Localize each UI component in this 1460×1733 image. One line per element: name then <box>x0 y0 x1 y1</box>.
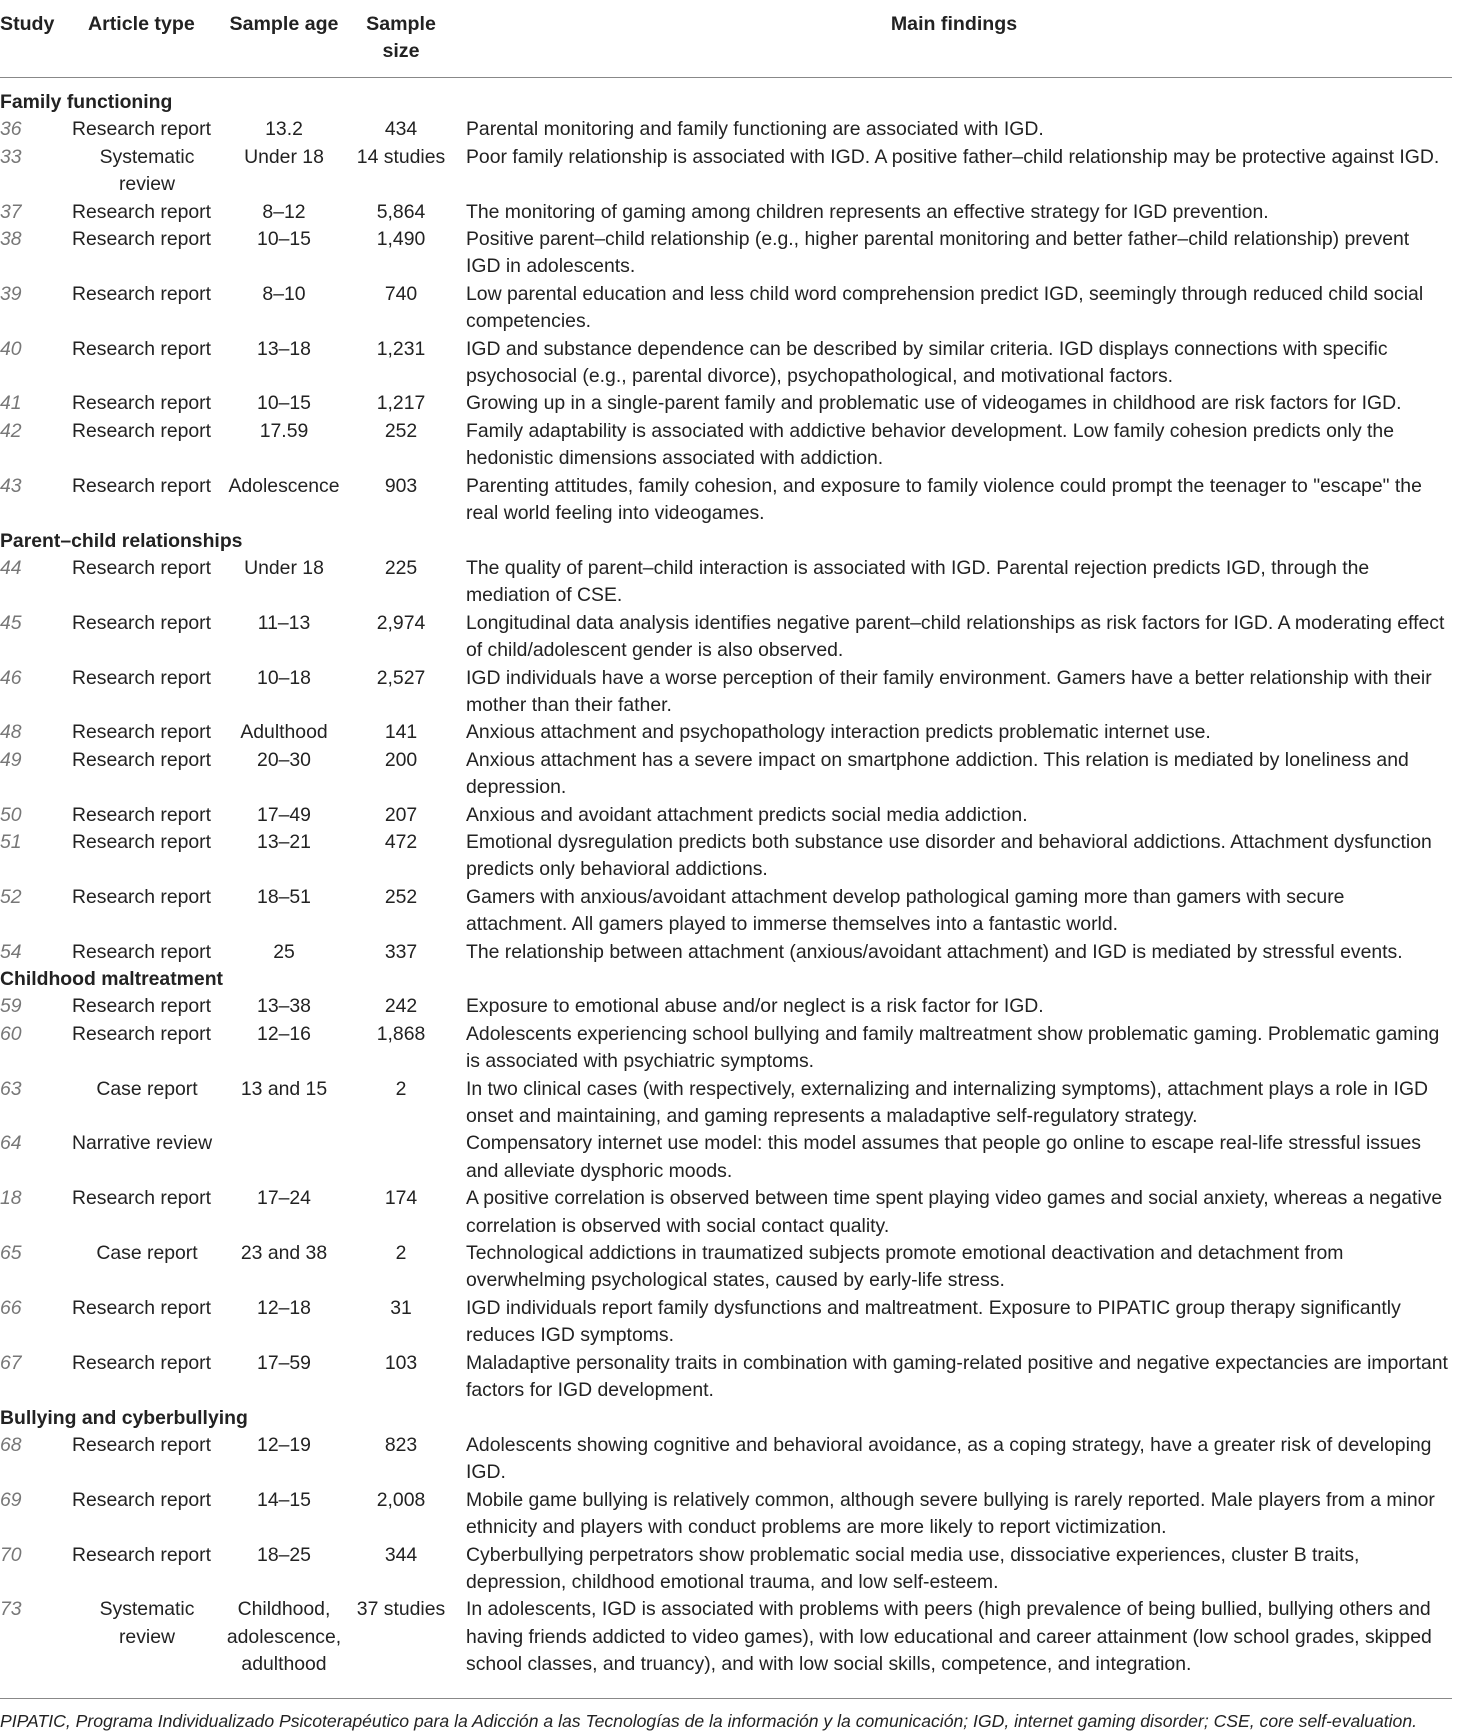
article-type: Research report <box>72 803 212 826</box>
study-ref: 36 <box>0 118 22 141</box>
article-type: Research report <box>72 200 212 223</box>
section-title: Bullying and cyberbullying <box>0 1406 248 1429</box>
sample-size: 472 <box>384 830 418 853</box>
study-ref: 44 <box>0 556 22 579</box>
sample-age: 18–51 <box>257 885 311 908</box>
table-row <box>0 281 1452 336</box>
study-ref: 49 <box>0 748 22 771</box>
table-row <box>0 199 1452 226</box>
article-type: Case report <box>96 1242 198 1265</box>
table-row <box>0 1596 1452 1678</box>
sample-size: 1,868 <box>376 1022 426 1045</box>
study-ref: 65 <box>0 1242 22 1265</box>
article-type: Systematic review <box>99 1598 195 1648</box>
table-row <box>0 610 1452 665</box>
header-article-type: Article type <box>88 13 195 35</box>
sample-size <box>346 1130 456 1185</box>
section-row <box>0 528 1452 555</box>
main-findings: Poor family relationship is associated with IGD. A positive father–child relationship may be protective against IGD. <box>466 145 1440 168</box>
sample-size: 1,231 <box>376 337 426 360</box>
sample-age: Adulthood <box>240 721 328 744</box>
main-findings: Exposure to emotional abuse and/or neglect is a risk factor for IGD. <box>466 995 1044 1018</box>
table-row <box>0 555 1452 610</box>
header-main-findings: Main findings <box>890 13 1018 35</box>
sample-age: 17.59 <box>259 419 309 442</box>
study-ref: 39 <box>0 282 22 305</box>
sample-age: 13–18 <box>257 337 311 360</box>
article-type: Research report <box>72 474 212 497</box>
article-type: Research report <box>72 1187 212 1210</box>
sample-size: 2,008 <box>376 1488 426 1511</box>
study-ref: 45 <box>0 611 22 634</box>
sample-age: 12–19 <box>257 1433 311 1456</box>
main-findings: The monitoring of gaming among children represents an effective strategy for IGD prevention. <box>466 200 1269 223</box>
study-ref: 46 <box>0 666 22 689</box>
article-type: Case report <box>96 1077 198 1100</box>
sample-size: 31 <box>390 1296 412 1319</box>
sample-size: 252 <box>384 885 418 908</box>
article-type: Research report <box>72 748 212 771</box>
main-findings: Longitudinal data analysis identifies negative parent–child relationships as risk factors for IGD. A moderating effect of child/adolescent gender is also observed. <box>466 611 1445 662</box>
study-ref: 59 <box>0 995 22 1018</box>
sample-age: Childhood, adolescence, adulthood <box>226 1598 342 1676</box>
sample-age: 25 <box>273 940 295 963</box>
main-findings: Anxious attachment and psychopathology interaction predicts problematic internet use. <box>466 721 1211 744</box>
article-type: Systematic review <box>99 145 195 196</box>
sample-size: 2,527 <box>376 666 426 689</box>
study-ref: 52 <box>0 885 22 908</box>
main-findings: Parental monitoring and family functioning are associated with IGD. <box>466 118 1044 141</box>
sample-size: 337 <box>384 940 418 963</box>
study-ref: 42 <box>0 419 22 442</box>
main-findings: Positive parent–child relationship (e.g., higher parental monitoring and better father–child relationship) prevent IGD in adolescents. <box>466 228 1410 278</box>
main-findings: The quality of parent–child interaction is associated with IGD. Parental rejection predicts IGD, through the mediation of CSE. <box>466 556 1370 607</box>
main-findings: Low parental education and less child word comprehension predict IGD, seemingly through reduced child social competencies. <box>466 282 1424 333</box>
article-type: Research report <box>72 1433 212 1456</box>
sample-size: 823 <box>384 1433 418 1456</box>
table-row <box>0 993 1452 1020</box>
table-row <box>0 719 1452 746</box>
table-row <box>0 1487 1452 1542</box>
study-ref: 68 <box>0 1433 22 1456</box>
article-type: Research report <box>72 1022 212 1045</box>
article-type: Research report <box>72 666 212 689</box>
article-type: Research report <box>72 995 212 1018</box>
section-row <box>0 966 1452 993</box>
study-ref: 43 <box>0 474 22 497</box>
sample-age <box>222 1130 346 1185</box>
study-ref: 38 <box>0 228 22 251</box>
article-type: Research report <box>72 721 212 744</box>
sample-size: 434 <box>384 118 418 141</box>
main-findings: Emotional dysregulation predicts both substance use disorder and behavioral addictions. Attachment dysfunction predicts only behavioral addictions. <box>466 830 1432 881</box>
article-type: Research report <box>72 1296 212 1319</box>
table-row <box>0 884 1452 939</box>
sample-size: 174 <box>384 1187 418 1210</box>
article-type: Research report <box>72 830 212 853</box>
study-ref: 33 <box>0 145 22 168</box>
article-type: Research report <box>72 337 212 360</box>
article-type: Research report <box>72 885 212 908</box>
table-row <box>0 802 1452 829</box>
table-row <box>0 1240 1452 1295</box>
sample-age: Under 18 <box>244 556 324 579</box>
sample-age: 12–16 <box>257 1022 311 1045</box>
sample-size: 207 <box>384 803 418 826</box>
header-sample-size: Sample size <box>366 13 436 62</box>
study-ref: 54 <box>0 940 22 963</box>
sample-age: 14–15 <box>257 1488 311 1511</box>
sample-age: 18–25 <box>257 1543 311 1566</box>
sample-age: 10–18 <box>257 666 311 689</box>
main-findings: Maladaptive personality traits in combination with gaming-related positive and negative expectancies are important factors for IGD development. <box>466 1351 1448 1402</box>
table-header <box>0 0 1452 78</box>
article-type: Research report <box>72 282 212 305</box>
article-type: Research report <box>72 556 212 579</box>
study-ref: 69 <box>0 1488 22 1511</box>
study-ref: 50 <box>0 803 22 826</box>
sample-size: 2,974 <box>376 611 426 634</box>
table-row <box>0 1350 1452 1405</box>
study-ref: 41 <box>0 392 22 415</box>
study-ref: 40 <box>0 337 22 360</box>
main-findings: Technological addictions in traumatized subjects promote emotional deactivation and detachment from overwhelming psychological states, caused by early-life stress. <box>466 1242 1344 1292</box>
sample-size: 2 <box>395 1242 407 1265</box>
sample-age: 11–13 <box>257 611 311 634</box>
sample-age: 13–38 <box>257 995 311 1018</box>
study-ref: 37 <box>0 200 22 223</box>
main-findings: Adolescents experiencing school bullying and family maltreatment show problematic gaming. Problematic gaming is associated with psychiatric symptoms. <box>466 1022 1440 1073</box>
sample-size: 200 <box>384 748 418 771</box>
sample-age: 17–24 <box>257 1187 311 1210</box>
article-type: Research report <box>72 228 212 251</box>
study-ref: 66 <box>0 1296 22 1319</box>
main-findings: Gamers with anxious/avoidant attachment develop pathological gaming more than gamers with secure attachment. All gamers played to immerse themselves into a fantastic world. <box>466 885 1345 936</box>
table-footnote: PIPATIC, Programa Individualizado Psicoterapéutico para la Adicción a las Tecnologías de la información y la comunicación; IGD, internet gaming disorder; CSE, core self-evaluation. <box>0 1698 1452 1733</box>
study-ref: 70 <box>0 1543 22 1566</box>
table-row <box>0 1021 1452 1076</box>
table-row <box>0 1432 1452 1487</box>
sample-size: 141 <box>384 721 418 744</box>
section-row <box>0 1405 1452 1432</box>
sample-age: 12–18 <box>257 1296 311 1319</box>
header-row <box>0 0 1452 78</box>
main-findings: Family adaptability is associated with addictive behavior development. Low family cohesion predicts only the hedonistic dimensions associated with addiction. <box>466 419 1394 470</box>
article-type: Research report <box>72 392 212 415</box>
sample-size: 225 <box>384 556 418 579</box>
sample-size: 5,864 <box>376 200 426 223</box>
table-row <box>0 418 1452 473</box>
main-findings: Cyberbullying perpetrators show problematic social media use, dissociative experiences, cluster B traits, depression, childhood emotional trauma, and low self-esteem. <box>466 1543 1360 1593</box>
study-ref: 63 <box>0 1077 22 1100</box>
table-row <box>0 336 1452 391</box>
study-ref: 64 <box>0 1132 22 1155</box>
main-findings: The relationship between attachment (anxious/avoidant attachment) and IGD is mediated by stressful events. <box>466 940 1403 963</box>
table-row <box>0 1295 1452 1350</box>
study-ref: 18 <box>0 1187 22 1210</box>
section-row <box>0 78 1452 117</box>
main-findings: IGD individuals report family dysfunctions and maltreatment. Exposure to PIPATIC group therapy significantly reduces IGD symptoms. <box>466 1296 1401 1347</box>
sample-age: 17–49 <box>257 803 311 826</box>
table-row <box>0 829 1452 884</box>
main-findings: Parenting attitudes, family cohesion, and exposure to family violence could prompt the teenager to "escape" the real world feeling into videogames. <box>466 474 1422 525</box>
sample-age: 10–15 <box>257 228 311 251</box>
article-type: Research report <box>72 1488 212 1511</box>
main-findings: Compensatory internet use model: this model assumes that people go online to escape real-life stressful issues and alleviate dysphoric moods. <box>466 1132 1421 1182</box>
sample-size: 103 <box>384 1351 418 1374</box>
table-row <box>0 1076 1452 1131</box>
table-row <box>0 116 1452 143</box>
study-ref: 60 <box>0 1022 22 1045</box>
study-ref: 67 <box>0 1351 22 1374</box>
table-row <box>0 747 1452 802</box>
article-type: Research report <box>72 1543 212 1566</box>
header-study: Study <box>0 13 55 35</box>
article-type: Research report <box>72 611 212 634</box>
sample-age: 20–30 <box>257 748 311 771</box>
article-type: Research report <box>72 419 212 442</box>
main-findings: In adolescents, IGD is associated with problems with peers (high prevalence of being bullied, bullying others and having friends addicted to video games), with low educational and career attainment (low school grades, skipped school classes, and truancy), and with low social skills, competence, and integration. <box>466 1598 1432 1676</box>
main-findings: Anxious and avoidant attachment predicts social media addiction. <box>466 803 1028 826</box>
section-title: Childhood maltreatment <box>0 968 224 990</box>
sample-size: 2 <box>395 1077 407 1100</box>
study-ref: 48 <box>0 721 22 744</box>
sample-size: 14 studies <box>356 145 446 168</box>
article-type: Narrative review <box>72 1132 213 1155</box>
main-findings: Mobile game bullying is relatively common, although severe bullying is rarely reported. Male players from a minor ethnicity and players with conduct problems are more likely to report victimization. <box>466 1488 1435 1539</box>
sample-size: 740 <box>384 282 418 305</box>
sample-age: 23 and 38 <box>240 1242 328 1265</box>
sample-age: 8–10 <box>262 282 306 305</box>
sample-size: 1,490 <box>376 228 426 251</box>
table-row <box>0 1185 1452 1240</box>
main-findings: Anxious attachment has a severe impact on smartphone addiction. This relation is mediated by loneliness and depression. <box>466 748 1409 799</box>
main-findings: A positive correlation is observed between time spent playing video games and social anxiety, whereas a negative correlation is observed with social contact quality. <box>466 1187 1443 1237</box>
section-title: Parent–child relationships <box>0 529 243 552</box>
sample-size: 37 studies <box>356 1598 446 1621</box>
sample-size: 344 <box>384 1543 418 1566</box>
section-title: Family functioning <box>0 91 173 113</box>
sample-age: 10–15 <box>257 392 311 415</box>
sample-size: 1,217 <box>376 392 426 415</box>
table-body <box>0 78 1452 1679</box>
table-row <box>0 390 1452 417</box>
article-type: Research report <box>72 118 212 141</box>
sample-age: 8–12 <box>262 200 306 223</box>
main-findings: In two clinical cases (with respectively, externalizing and internalizing symptoms), attachment plays a role in IGD onset and maintaining, and gaming represents a maladaptive self-regulatory strategy. <box>466 1077 1429 1128</box>
sample-size: 242 <box>384 995 418 1018</box>
table-row <box>0 473 1452 528</box>
sample-size: 252 <box>384 419 418 442</box>
table-row <box>0 144 1452 199</box>
table-row <box>0 1542 1452 1597</box>
main-findings: Growing up in a single-parent family and problematic use of videogames in childhood are risk factors for IGD. <box>466 392 1402 415</box>
sample-size: 903 <box>384 474 418 497</box>
main-findings: IGD and substance dependence can be described by similar criteria. IGD displays connections with specific psychosocial (e.g., parental divorce), psychopathological, and motivational factors. <box>466 337 1388 388</box>
sample-age: 13 and 15 <box>240 1077 328 1100</box>
sample-age: 13–21 <box>257 830 311 853</box>
article-type: Research report <box>72 1351 212 1374</box>
table-row <box>0 665 1452 720</box>
sample-age: Under 18 <box>244 145 324 168</box>
main-findings: Adolescents showing cognitive and behavioral avoidance, as a coping strategy, have a greater risk of developing IGD. <box>466 1433 1432 1484</box>
sample-age: 13.2 <box>265 118 303 141</box>
article-type: Research report <box>72 940 212 963</box>
study-ref: 73 <box>0 1598 22 1621</box>
sample-age: Adolescence <box>228 474 340 497</box>
header-sample-age: Sample age <box>229 13 339 35</box>
study-ref: 51 <box>0 830 22 853</box>
main-findings: IGD individuals have a worse perception of their family environment. Gamers have a better relationship with their mother than their father. <box>466 666 1432 716</box>
table-row <box>0 226 1452 281</box>
sample-age: 17–59 <box>257 1351 311 1374</box>
table-row <box>0 1130 1452 1185</box>
table-row <box>0 939 1452 966</box>
